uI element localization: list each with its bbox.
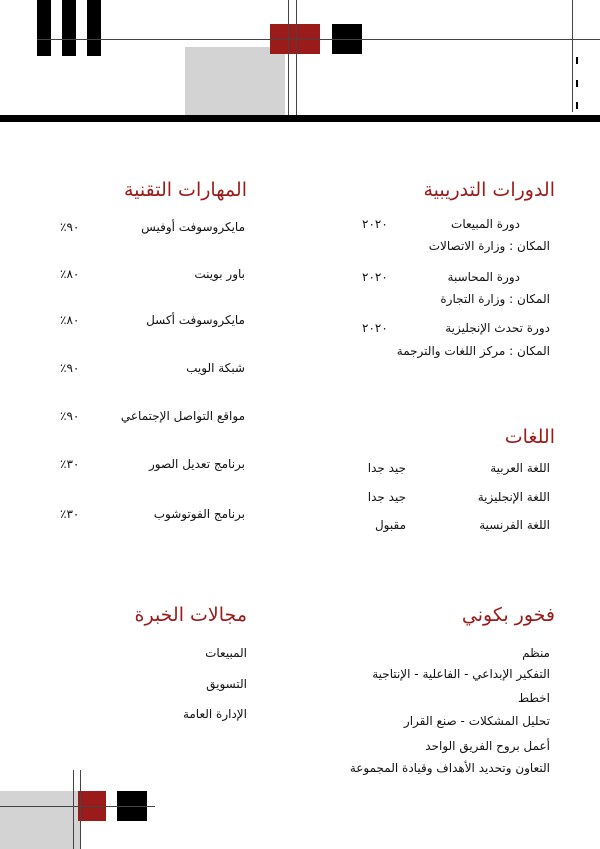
header-vline-1 bbox=[288, 0, 289, 115]
header-line bbox=[37, 39, 600, 40]
skill-name: مايكروسوفت أكسل bbox=[146, 313, 245, 327]
profile-heading: فخور بكوني bbox=[461, 604, 555, 626]
experience-heading: مجالات الخبرة bbox=[134, 604, 247, 626]
profile-line: تحليل المشكلات - صنع القرار bbox=[403, 714, 550, 728]
training-heading: الدورات التدريبية bbox=[423, 179, 555, 201]
profile-line: اخطط bbox=[518, 691, 550, 705]
black-bar-1 bbox=[37, 0, 51, 56]
experience-item: الإدارة العامة bbox=[182, 707, 247, 721]
dash-2 bbox=[576, 80, 578, 87]
course-place: المكان : وزارة الاتصالات bbox=[428, 239, 550, 253]
course-name: دورة تحدث الإنجليزية bbox=[445, 321, 550, 335]
skill-level: ٣٠٪ bbox=[60, 507, 80, 521]
language-level: جيد جدا bbox=[367, 461, 406, 475]
header-vline-2 bbox=[296, 0, 297, 115]
skill-level: ٩٠٪ bbox=[60, 361, 80, 375]
course-year: ٢٠٢٠ bbox=[362, 217, 388, 231]
experience-item: المبيعات bbox=[205, 646, 247, 660]
course-year: ٢٠٢٠ bbox=[362, 321, 388, 335]
skill-name: برنامج الفوتوشوب bbox=[153, 507, 245, 521]
skill-level: ٨٠٪ bbox=[60, 267, 80, 281]
header-band bbox=[0, 115, 600, 122]
language-name: اللغة العربية bbox=[490, 461, 550, 475]
skill-name: مواقع التواصل الإجتماعي bbox=[120, 409, 245, 423]
profile-line: التعاون وتحديد الأهداف وقيادة المجموعة bbox=[349, 761, 550, 775]
language-name: اللغة الفرنسية bbox=[479, 518, 550, 532]
footer-vline-1 bbox=[73, 770, 74, 849]
experience-item: التسويق bbox=[206, 677, 247, 691]
course-place: المكان : وزارة التجارة bbox=[440, 292, 550, 306]
footer-vline-2 bbox=[80, 770, 81, 849]
dash-3 bbox=[576, 102, 578, 109]
course-year: ٢٠٢٠ bbox=[362, 270, 388, 284]
gray-block bbox=[185, 47, 285, 115]
course-place: المكان : مركز اللغات والترجمة bbox=[396, 344, 550, 358]
profile-line: منظم bbox=[522, 646, 550, 660]
dash-1 bbox=[576, 57, 578, 64]
profile-line: أعمل بروح الفريق الواحد bbox=[425, 739, 550, 753]
skill-level: ٣٠٪ bbox=[60, 457, 80, 471]
footer-gray-block bbox=[0, 791, 80, 849]
skill-name: برنامج تعديل الصور bbox=[148, 457, 245, 471]
language-name: اللغة الإنجليزية bbox=[477, 490, 550, 504]
course-name: دورة المبيعات bbox=[451, 217, 520, 231]
language-level: مقبول bbox=[374, 518, 406, 532]
skills-heading: المهارات التقنية bbox=[123, 179, 247, 201]
course-name: دورة المحاسبة bbox=[447, 270, 520, 284]
black-bar-3 bbox=[87, 0, 101, 56]
skill-level: ٩٠٪ bbox=[60, 409, 80, 423]
footer-line bbox=[0, 806, 155, 807]
black-bar-2 bbox=[62, 0, 76, 56]
skill-name: شبكة الويب bbox=[186, 361, 245, 375]
languages-heading: اللغات bbox=[504, 426, 555, 448]
language-level: جيد جدا bbox=[367, 490, 406, 504]
skill-level: ٩٠٪ bbox=[60, 220, 80, 234]
skill-level: ٨٠٪ bbox=[60, 313, 80, 327]
header-vline-3 bbox=[572, 0, 573, 112]
skill-name: باور بوينت bbox=[194, 267, 245, 281]
profile-line: التفكير الإبداعي - الفاعلية - الإنتاجية bbox=[372, 667, 550, 681]
skill-name: مايكروسوفت أوفيس bbox=[141, 220, 245, 234]
